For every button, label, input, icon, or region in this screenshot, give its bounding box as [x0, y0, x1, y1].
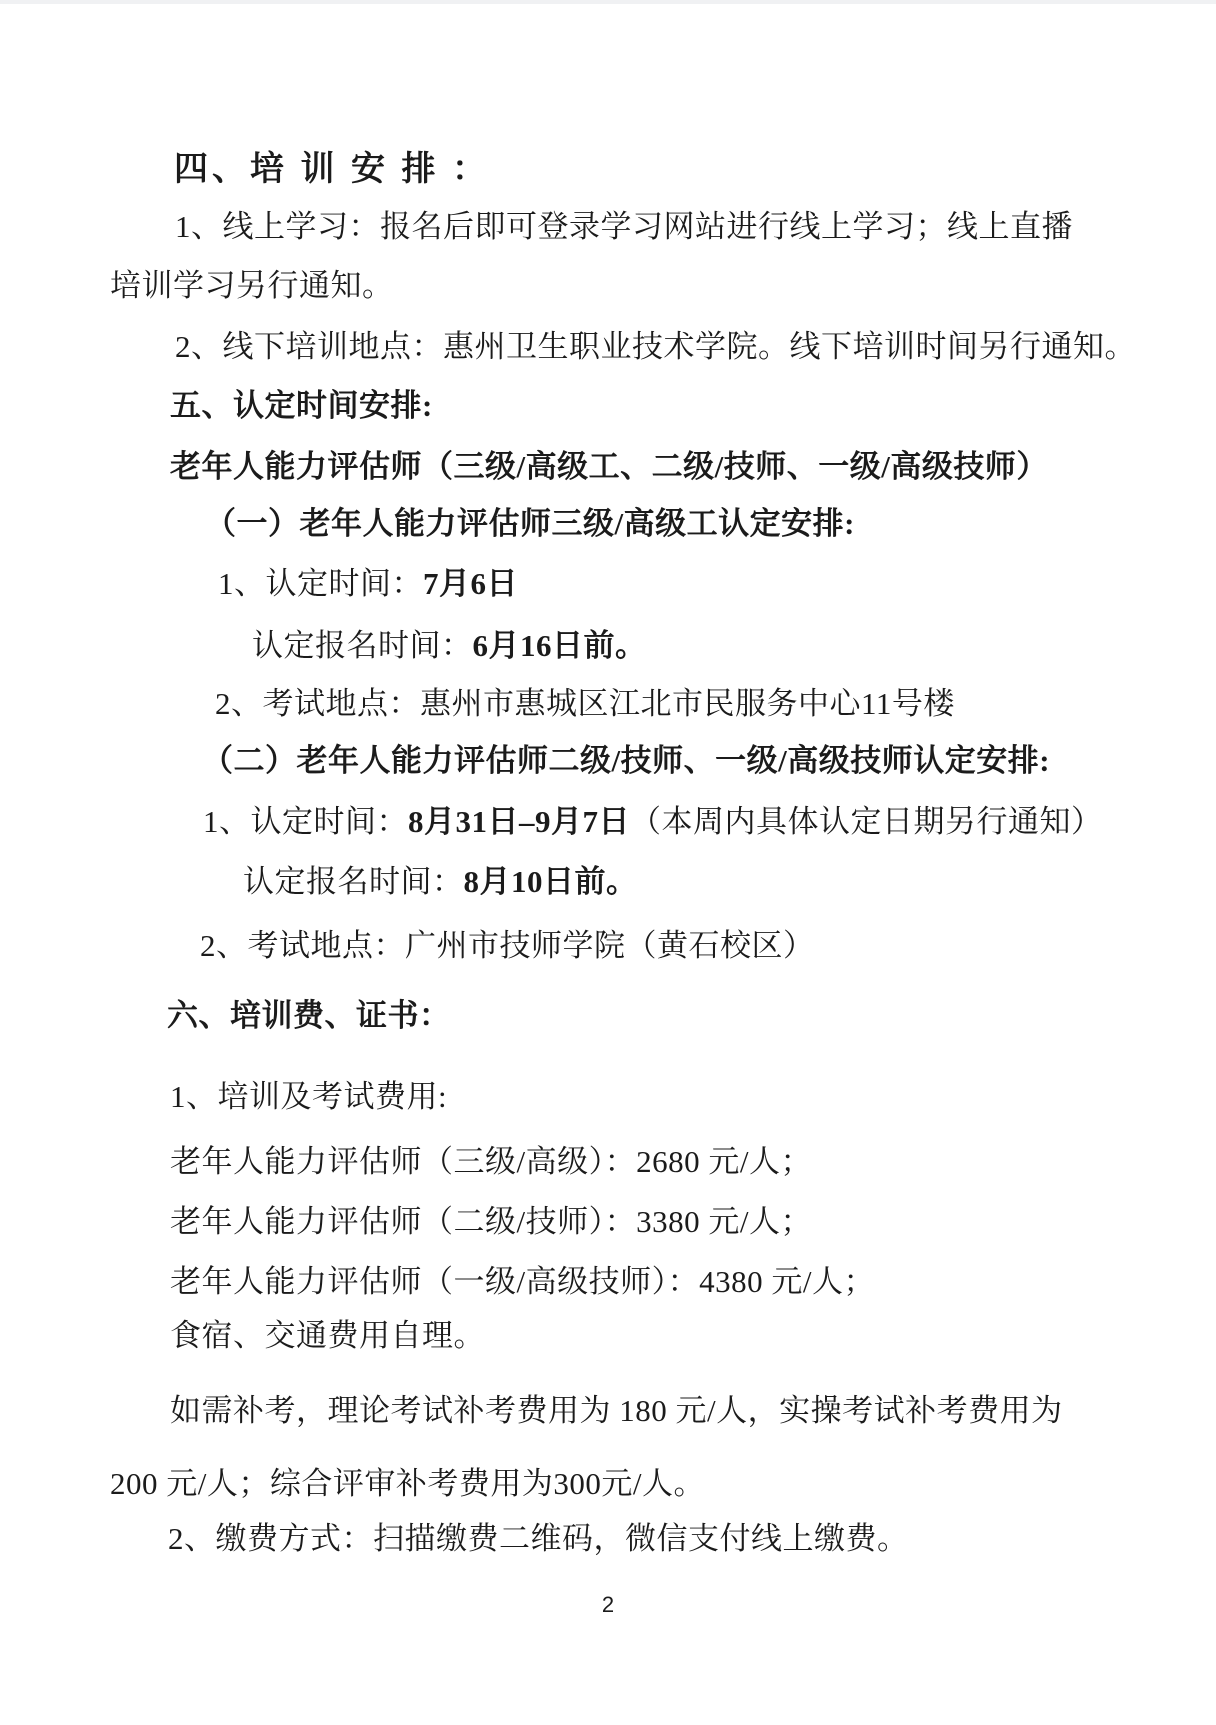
text-run-bold: 6月16日前。	[472, 628, 647, 663]
text-run-bold: （二）老年人能力评估师二级/技师、一级/高级技师认定安排:	[202, 743, 1051, 778]
text-run: 食宿、交通费用自理。	[170, 1318, 485, 1353]
text-run: 认定报名时间：	[243, 864, 464, 899]
text-run: （本周内具体认定日期另行通知）	[630, 804, 1103, 839]
page-number: 2	[601, 1592, 615, 1617]
document-line	[200, 929, 815, 963]
scan-edge-artifact	[0, 0, 1216, 4]
text-run: 200 元/人；综合评审补考费用为300元/人。	[110, 1466, 705, 1501]
document-line	[110, 1467, 705, 1501]
text-run-bold: 7月6日	[423, 566, 518, 601]
text-run: 如需补考，理论考试补考费用为 180 元/人，实操考试补考费用为	[170, 1393, 1063, 1428]
text-run: 1、线上学习：报名后即可登录学习网站进行线上学习；线上直播	[175, 209, 1073, 244]
document-line	[174, 151, 490, 188]
text-run: 老年人能力评估师（一级/高级技师）：4380 元/人；	[170, 1264, 875, 1299]
document-line	[202, 744, 1050, 778]
document-line	[167, 999, 451, 1033]
text-run: 1、认定时间：	[203, 804, 408, 839]
text-run-bold: 四、培 训 安 排 ：	[174, 151, 490, 188]
text-run: 2、缴费方式：扫描缴费二维码，微信支付线上缴费。	[168, 1521, 909, 1556]
text-run: 1、培训及考试费用:	[170, 1079, 448, 1114]
text-run-bold: 8月10日前。	[463, 864, 638, 899]
document-line	[110, 269, 394, 303]
document-line	[252, 629, 647, 663]
document-line	[170, 389, 433, 423]
text-run: 2、考试地点：惠州市惠城区江北市民服务中心11号楼	[215, 686, 955, 721]
text-run: 2、线下培训地点：惠州卫生职业技术学院。线下培训时间另行通知。	[175, 329, 1136, 364]
text-run-bold: 五、认定时间安排:	[170, 388, 433, 423]
document-line	[170, 1265, 875, 1299]
text-run-bold: 六、培训费、证书：	[167, 998, 451, 1033]
document-line	[170, 450, 1048, 484]
text-run-bold: 8月31日–9月7日	[408, 804, 630, 839]
document-line	[175, 330, 1136, 364]
document-line	[175, 210, 1073, 244]
text-run: 2、考试地点：广州市技师学院（黄石校区）	[200, 928, 815, 963]
text-run: 培训学习另行通知。	[110, 268, 394, 303]
text-run-bold: 老年人能力评估师（三级/高级工、二级/技师、一级/高级技师）	[170, 449, 1048, 484]
text-run-bold: （一）老年人能力评估师三级/高级工认定安排:	[205, 506, 855, 541]
document-line	[170, 1145, 812, 1179]
text-run: 老年人能力评估师（二级/技师）：3380 元/人；	[170, 1204, 812, 1239]
document-line	[243, 865, 638, 899]
document-line	[203, 805, 1103, 839]
document-line	[205, 507, 855, 541]
text-run: 1、认定时间：	[218, 566, 423, 601]
text-run: 老年人能力评估师（三级/高级）：2680 元/人；	[170, 1144, 812, 1179]
document-line	[215, 687, 955, 721]
document-line	[218, 567, 518, 601]
document-line	[170, 1205, 812, 1239]
document-line	[168, 1522, 909, 1556]
document-line	[170, 1080, 447, 1114]
text-run: 认定报名时间：	[252, 628, 473, 663]
document-line	[170, 1394, 1063, 1428]
document-line	[170, 1319, 485, 1353]
